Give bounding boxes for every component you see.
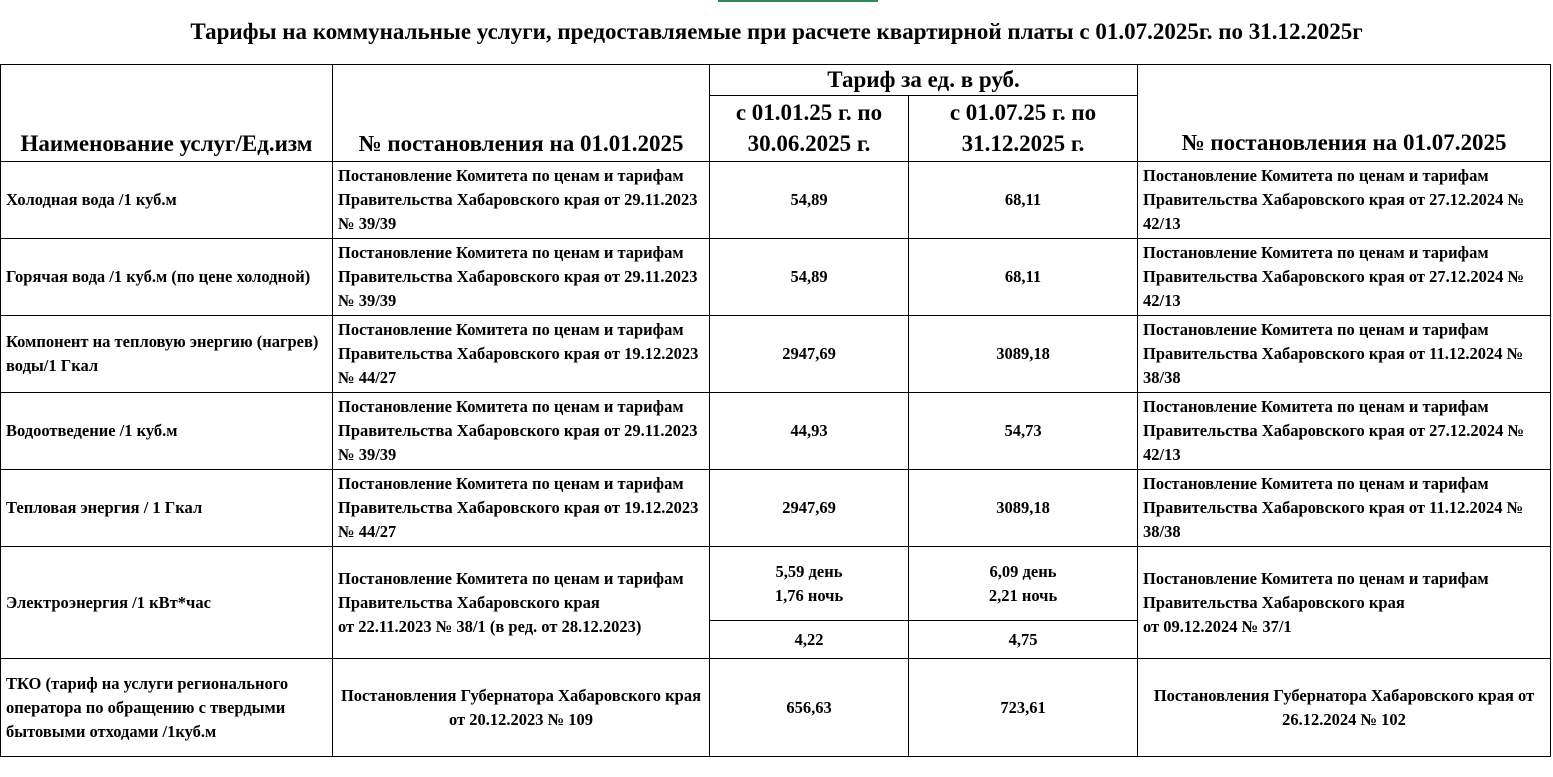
resolution-jul: Постановления Губернатора Хабаровского края от 26.12.2024 № 102 <box>1138 659 1551 757</box>
service-name: ТКО (тариф на услуги регионального оператора по обращению с твердыми бытовыми отходами /1куб.м <box>1 659 333 757</box>
service-name: Электроэнергия /1 кВт*час <box>1 547 333 659</box>
tariff-night: 2,21 ночь <box>988 585 1058 605</box>
resolution-jul <box>1138 547 1551 659</box>
service-name: Холодная вода /1 куб.м <box>1 162 333 239</box>
table-row <box>1 162 1551 239</box>
tariff-period-2-two-rate <box>909 547 1138 621</box>
resolution-jan: Постановление Комитета по ценам и тарифам Правительства Хабаровского края от 29.11.2023 № 39/39 <box>333 393 710 470</box>
tariff-period-1-two-rate <box>710 547 909 621</box>
table-row <box>1 239 1551 316</box>
header-resolution-jul: № постановления на 01.07.2025 <box>1138 65 1551 162</box>
resolution-jul: Постановление Комитета по ценам и тарифам Правительства Хабаровского края от 27.12.2024 № 42/13 <box>1138 162 1551 239</box>
tariff-period-2: 68,11 <box>909 162 1138 239</box>
resolution-jan: Постановление Комитета по ценам и тарифам Правительства Хабаровского края от 19.12.2023 № 44/27 <box>333 316 710 393</box>
tariff-period-2: 3089,18 <box>909 316 1138 393</box>
table-row <box>1 316 1551 393</box>
tariff-period-2: 68,11 <box>909 239 1138 316</box>
tariff-table <box>0 64 1551 757</box>
tariff-period-1: 44,93 <box>710 393 909 470</box>
tariff-period-1: 54,89 <box>710 162 909 239</box>
resolution-jul: Постановление Комитета по ценам и тарифам Правительства Хабаровского края от 11.12.2024 № 38/38 <box>1138 470 1551 547</box>
tariff-day: 5,59 день <box>775 561 843 581</box>
resolution-jul: Постановление Комитета по ценам и тарифам Правительства Хабаровского края от 27.12.2024 № 42/13 <box>1138 239 1551 316</box>
table-row <box>1 393 1551 470</box>
table-row-electricity <box>1 547 1551 621</box>
service-name: Тепловая энергия / 1 Гкал <box>1 470 333 547</box>
header-period-2: с 01.07.25 г. по 31.12.2025 г. <box>909 96 1138 162</box>
service-name: Компонент на тепловую энергию (нагрев) воды/1 Гкал <box>1 316 333 393</box>
resolution-jul-date: от 09.12.2024 № 37/1 <box>1143 616 1292 636</box>
tariff-period-1: 656,63 <box>710 659 909 757</box>
header-resolution-jan: № постановления на 01.01.2025 <box>333 65 710 162</box>
tariff-period-1-single: 4,22 <box>710 621 909 659</box>
resolution-jan: Постановление Комитета по ценам и тарифам Правительства Хабаровского края от 29.11.2023 № 39/39 <box>333 162 710 239</box>
resolution-jan: Постановление Комитета по ценам и тарифам Правительства Хабаровского края от 29.11.2023 № 39/39 <box>333 239 710 316</box>
table-row-tko <box>1 659 1551 757</box>
resolution-jul-text: Постановление Комитета по ценам и тарифам Правительства Хабаровского края <box>1143 568 1489 612</box>
tariff-period-2: 3089,18 <box>909 470 1138 547</box>
header-name: Наименование услуг/Ед.изм <box>1 65 333 162</box>
service-name: Горячая вода /1 куб.м (по цене холодной) <box>1 239 333 316</box>
service-name: Водоотведение /1 куб.м <box>1 393 333 470</box>
resolution-jul: Постановление Комитета по ценам и тарифам Правительства Хабаровского края от 27.12.2024 № 42/13 <box>1138 393 1551 470</box>
header-row-top <box>1 65 1551 96</box>
resolution-jan: Постановление Комитета по ценам и тарифам Правительства Хабаровского края от 19.12.2023 № 44/27 <box>333 470 710 547</box>
tariff-period-1: 2947,69 <box>710 470 909 547</box>
tariff-day: 6,09 день <box>989 561 1057 581</box>
table-row <box>1 470 1551 547</box>
resolution-jan-date: от 22.11.2023 № 38/1 (в ред. от 28.12.2023) <box>338 616 642 636</box>
resolution-jan: Постановления Губернатора Хабаровского края от 20.12.2023 № 109 <box>333 659 710 757</box>
resolution-jan-text: Постановление Комитета по ценам и тарифам Правительства Хабаровского края <box>338 568 684 612</box>
page-title: Тарифы на коммунальные услуги, предоставляемые при расчете квартирной платы с 01.07.2025г. по 31.12.2025г <box>190 19 1363 44</box>
header-tariff-group: Тариф за ед. в руб. <box>710 65 1138 96</box>
resolution-jan <box>333 547 710 659</box>
tariff-period-2: 723,61 <box>909 659 1138 757</box>
tariff-period-1: 54,89 <box>710 239 909 316</box>
resolution-jul: Постановление Комитета по ценам и тарифам Правительства Хабаровского края от 11.12.2024 № 38/38 <box>1138 316 1551 393</box>
tariff-period-2: 54,73 <box>909 393 1138 470</box>
tariff-night: 1,76 ночь <box>774 585 844 605</box>
tariff-period-2-single: 4,75 <box>909 621 1138 659</box>
header-period-1: с 01.01.25 г. по 30.06.2025 г. <box>710 96 909 162</box>
tariff-period-1: 2947,69 <box>710 316 909 393</box>
